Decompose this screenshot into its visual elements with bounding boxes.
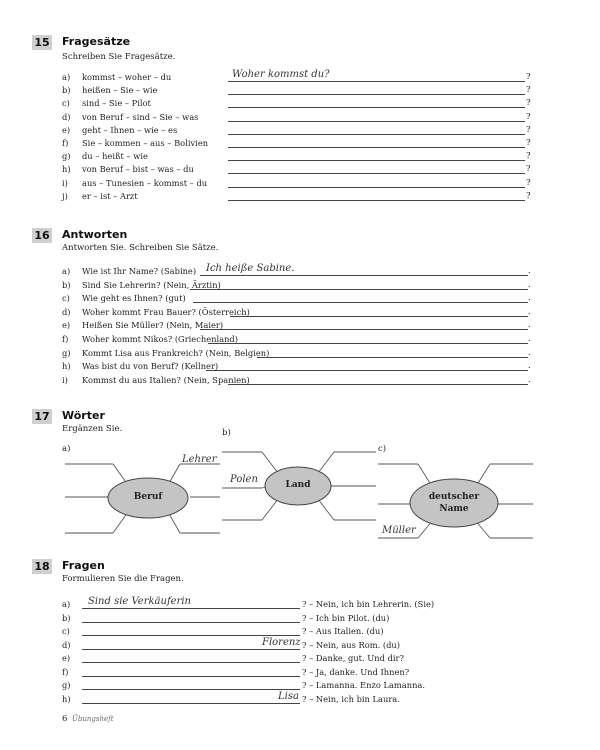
item-label: c) — [62, 293, 70, 304]
map-a-filled-word: Lehrer — [182, 454, 217, 465]
item-label: b) — [62, 85, 71, 96]
question-line[interactable] — [82, 662, 300, 663]
period-mark: . — [528, 361, 531, 372]
section-17-number: 17 — [32, 409, 52, 424]
answer-line[interactable] — [200, 329, 528, 330]
map-c-label: c) — [378, 444, 387, 454]
item-label: d) — [62, 306, 71, 317]
period-mark: . — [528, 347, 531, 358]
item-label: e) — [62, 320, 71, 331]
answer-line[interactable] — [228, 147, 525, 148]
item-label: c) — [62, 626, 70, 636]
section-15-number: 15 — [32, 35, 52, 50]
map-a-center-word: Beruf — [133, 492, 163, 502]
item-prompt: Heißen Sie Müller? (Nein, Maier) — [82, 320, 224, 331]
map-c-center-line1: deutscher — [428, 492, 480, 502]
period-mark: . — [528, 306, 531, 317]
map-b-filled-word: Polen — [230, 474, 258, 485]
item-label: c) — [62, 98, 70, 109]
item-label: f) — [62, 334, 69, 344]
answer-line[interactable] — [190, 289, 528, 290]
item-prompt: Kommt Lisa aus Frankreich? (Nein, Belgien) — [82, 347, 270, 358]
item-label: f) — [62, 138, 69, 148]
question-mark: ? — [526, 138, 531, 148]
question-line[interactable] — [82, 649, 300, 650]
section-16-title: Antworten — [62, 228, 128, 241]
item-prompt: Woher kommt Frau Bauer? (Österreich) — [82, 306, 250, 317]
answer-line[interactable] — [228, 384, 528, 385]
item-label: d) — [62, 111, 71, 122]
item-label: h) — [62, 693, 71, 704]
section-16-instruction: Antworten Sie. Schreiben Sie Sätze. — [62, 243, 219, 253]
item-label: b) — [62, 612, 71, 623]
period-mark: . — [528, 293, 531, 304]
period-mark: . — [528, 334, 531, 344]
item-label: a) — [62, 599, 71, 609]
period-mark: . — [528, 374, 531, 385]
map-a-label: a) — [62, 444, 71, 454]
section-16-number: 16 — [32, 228, 52, 243]
answer-line[interactable] — [228, 187, 525, 188]
given-answer: ? – Nein, ich bin Lehrerin. (Sie) — [302, 599, 435, 609]
item-prompt: Wie ist Ihr Name? (Sabine) — [82, 266, 197, 276]
given-answer: ? – Ich bin Pilot. (du) — [302, 612, 390, 623]
item-label: f) — [62, 666, 69, 677]
item-prompt: aus – Tunesien – kommst – du — [82, 177, 208, 188]
given-answer: ? – Nein, ich bin Laura. — [302, 693, 400, 704]
item-prompt: von Beruf – bist – was – du — [82, 164, 194, 175]
word-maps — [0, 440, 600, 550]
item-label: i) — [62, 177, 68, 188]
answer-line[interactable] — [228, 81, 525, 82]
section-17-title: Wörter — [62, 409, 105, 422]
answer-line[interactable] — [257, 357, 528, 358]
book-name: Übungsheft — [72, 715, 114, 723]
answer-line[interactable] — [228, 121, 525, 122]
item-prompt: Kommst du aus Italien? (Nein, Spanien) — [82, 374, 250, 385]
map-c-center-line2: Name — [439, 504, 469, 514]
answer-line[interactable] — [228, 134, 525, 135]
item-prompt: geht – Ihnen – wie – es — [82, 124, 178, 135]
section-18-instruction: Formulieren Sie die Fragen. — [62, 574, 184, 584]
question-mark: ? — [526, 190, 531, 201]
question-mark: ? — [526, 151, 531, 162]
item-prompt: heißen – Sie – wie — [82, 85, 158, 96]
question-mark: ? — [526, 124, 531, 135]
item-prompt: du – heißt – wie — [82, 151, 148, 162]
item-label: e) — [62, 653, 71, 663]
item-label: j) — [62, 190, 68, 201]
section-18-title: Fragen — [62, 559, 105, 572]
question-line[interactable] — [82, 703, 300, 704]
handwritten-question: Sind sie Verkäuferin — [88, 596, 191, 607]
item-label: h) — [62, 361, 71, 372]
item-prompt: sind – Sie – Pilot — [82, 98, 151, 109]
section-15-instruction: Schreiben Sie Fragesätze. — [62, 52, 176, 62]
answer-line[interactable] — [208, 343, 528, 344]
answer-line[interactable] — [228, 173, 525, 174]
item-prompt: Woher kommt Nikos? (Griechenland) — [82, 334, 238, 344]
item-label: d) — [62, 639, 71, 650]
item-label: a) — [62, 72, 71, 82]
given-answer: ? – Danke, gut. Und dir? — [302, 653, 404, 663]
item-label: h) — [62, 164, 71, 175]
given-answer: ? – Ja, danke. Und Ihnen? — [302, 666, 410, 677]
question-mark: ? — [526, 98, 531, 109]
item-prompt: kommst – woher – du — [82, 72, 172, 82]
question-mark: ? — [526, 177, 531, 188]
handwritten-answer: Ich heiße Sabine. — [206, 263, 295, 274]
answer-line[interactable] — [200, 275, 528, 276]
item-label: a) — [62, 266, 71, 276]
question-line[interactable] — [82, 608, 300, 609]
page-number: 6 — [62, 714, 68, 724]
item-prompt: Wie geht es Ihnen? (gut) — [82, 293, 186, 304]
section-17-instruction: Ergänzen Sie. — [62, 424, 123, 434]
item-prompt: von Beruf – sind – Sie – was — [82, 111, 199, 122]
item-label: b) — [62, 279, 71, 290]
answer-line[interactable] — [228, 107, 525, 108]
question-mark: ? — [526, 164, 531, 175]
question-mark: ? — [526, 111, 531, 122]
item-label: e) — [62, 124, 71, 135]
handwritten-question: Florenz — [262, 636, 301, 648]
question-line[interactable] — [82, 689, 300, 690]
question-line[interactable] — [82, 622, 300, 623]
given-answer: ? – Lamanna. Enzo Lamanna. — [302, 680, 425, 690]
map-c-filled-word: Müller — [382, 525, 416, 536]
item-prompt: Was bist du von Beruf? (Kellner) — [82, 361, 219, 372]
question-mark: ? — [526, 72, 531, 82]
given-answer: ? – Nein, aus Rom. (du) — [302, 639, 401, 650]
item-label: i) — [62, 374, 68, 385]
period-mark: . — [528, 266, 531, 276]
answer-line[interactable] — [206, 370, 528, 371]
item-prompt: er – ist – Arzt — [82, 190, 138, 201]
answer-line[interactable] — [228, 160, 525, 161]
question-mark: ? — [526, 85, 531, 96]
map-c-center-ellipse — [410, 479, 498, 527]
given-answer: ? – Aus Italien. (du) — [302, 626, 384, 636]
handwritten-question: Lisa — [278, 690, 299, 702]
map-b-center-word: Land — [285, 480, 311, 490]
item-label: g) — [62, 680, 71, 690]
item-prompt: Sie – kommen – aus – Bolivien — [82, 138, 209, 148]
answer-line[interactable] — [228, 200, 525, 201]
answer-line[interactable] — [193, 302, 528, 303]
section-15-title: Fragesätze — [62, 35, 131, 48]
map-b-label: b) — [222, 428, 231, 438]
item-prompt: Sind Sie Lehrerin? (Nein, Ärztin) — [82, 279, 221, 290]
item-label: g) — [62, 347, 71, 358]
period-mark: . — [528, 320, 531, 331]
question-line[interactable] — [82, 676, 300, 677]
item-label: g) — [62, 151, 71, 162]
period-mark: . — [528, 279, 531, 290]
answer-line[interactable] — [228, 94, 525, 95]
section-18-number: 18 — [32, 559, 52, 574]
answer-line[interactable] — [230, 316, 528, 317]
handwritten-answer: Woher kommst du? — [232, 69, 330, 80]
